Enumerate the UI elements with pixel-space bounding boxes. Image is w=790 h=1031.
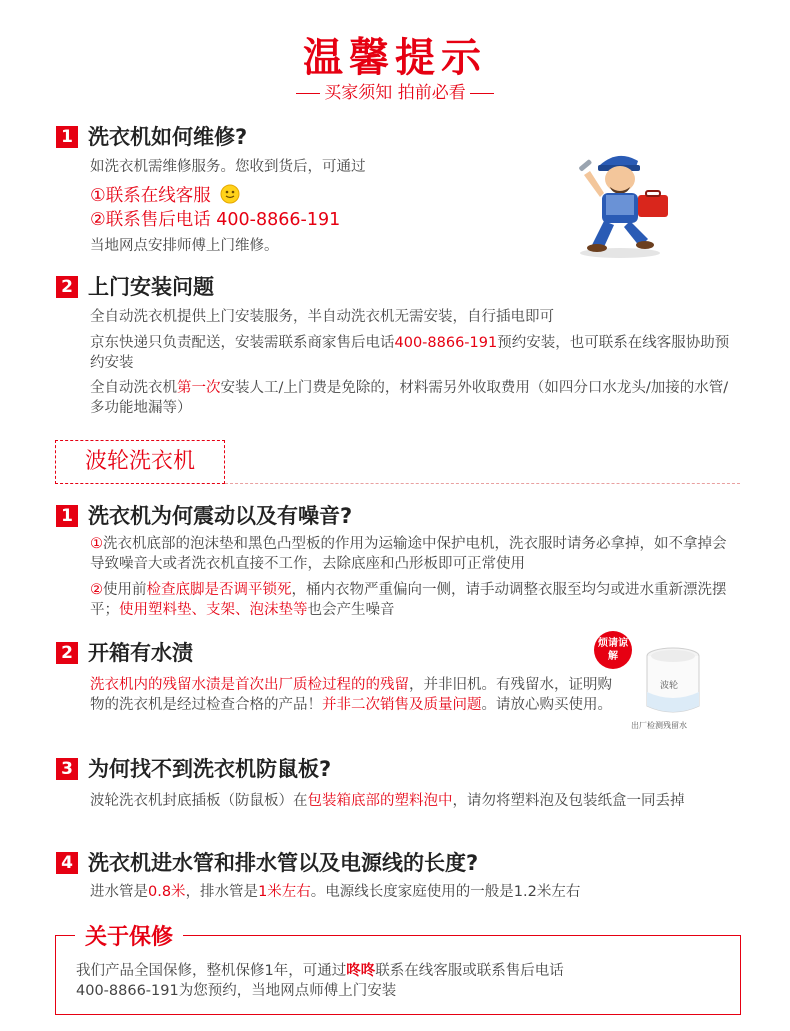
- chat-bubble-icon[interactable]: [219, 183, 241, 205]
- section-number: 1: [56, 126, 78, 148]
- section-title: 洗衣机为何震动以及有噪音?: [88, 504, 353, 528]
- section-number: 2: [56, 276, 78, 298]
- page-subtitle: [0, 78, 790, 103]
- warranty-text-3: 400-8866-191为您预约，当地网点师傅上门安装: [76, 983, 397, 999]
- vibration-highlight-1: 检查底脚是否调平锁死: [146, 582, 292, 598]
- hose-text-2: ，排水管是: [185, 884, 259, 900]
- vibration-text-1: [90, 534, 740, 574]
- service-phone: 400-8866-191: [394, 335, 498, 351]
- rodent-plate-text-2: ，请勿将塑料泡及包装纸盒一同丢掉: [452, 793, 685, 809]
- vibration-text-2c: 也会产生噪音: [307, 602, 395, 618]
- water-stain-highlight-1: 洗衣机内的残留水渍是首次出厂质检过程的的残留: [90, 677, 409, 693]
- divider: [470, 93, 494, 94]
- divider: [296, 93, 320, 94]
- vibration-text-2a: 使用前: [103, 582, 147, 598]
- subtitle-text: 买家须知 拍前必看: [324, 83, 466, 103]
- section-number: 3: [56, 758, 78, 780]
- water-stain-text-2: 。请放心购买使用。: [481, 697, 612, 713]
- warranty-text-2: 联系在线客服或联系售后电话: [375, 963, 564, 979]
- section-title: 为何找不到洗衣机防鼠板?: [88, 757, 332, 781]
- section-title: 洗衣机如何维修?: [88, 125, 248, 149]
- category-label: 波轮洗衣机: [55, 440, 225, 484]
- repair-text-2: 当地网点安排师傅上门维修。: [90, 238, 279, 254]
- drum-label: 波轮: [660, 681, 679, 691]
- item-marker: ②: [90, 582, 103, 598]
- dongdong-link[interactable]: 咚咚: [346, 963, 376, 979]
- warranty-text: [76, 961, 726, 1001]
- install-text-1: 全自动洗衣机提供上门安装服务，半自动洗衣机无需安装，自行插电即可: [90, 309, 554, 325]
- section-number: 1: [56, 505, 78, 527]
- vibration-text-1-body: 洗衣机底部的泡沫垫和黑色凸型板的作用为运输途中保护电机，洗衣服时请务必拿掉，如不拿掉会导致噪音大或者洗衣机直接不工作，去除底座和凸形板即可正常使用: [90, 536, 727, 572]
- hose-length-text: [90, 882, 740, 902]
- inlet-length: 0.8米: [148, 884, 186, 900]
- hose-text-3: 。电源线长度家庭使用的一般是1.2米左右: [310, 884, 581, 900]
- warranty-text-1: 我们产品全国保修，整机保修1年，可通过: [76, 963, 347, 979]
- section-number: 4: [56, 852, 78, 874]
- install-text-3a: 全自动洗衣机: [90, 380, 177, 396]
- vibration-text-2b: ，桶内衣物严重偏向一侧，请手动调整衣服至均匀或进水重新漂洗摆平；: [90, 582, 727, 618]
- water-stain-text: [90, 675, 620, 715]
- install-text-2b: 预约安装，也可联系在线客服协助预约安装: [90, 335, 730, 371]
- install-text-3: [90, 378, 740, 418]
- section-title: 开箱有水渍: [88, 641, 193, 665]
- water-stain-text-1: ，并非旧机。有残留水，证明购物的洗衣机是经过检查合格的产品！: [90, 677, 612, 713]
- page-title: 温馨提示: [303, 35, 487, 81]
- apology-badge: 烦请谅解: [594, 631, 632, 669]
- rodent-plate-highlight: 包装箱底部的塑料泡中: [307, 793, 453, 809]
- divider: [225, 483, 740, 484]
- rodent-plate-text: [90, 791, 740, 811]
- section-title: 洗衣机进水管和排水管以及电源线的长度?: [88, 851, 479, 875]
- vibration-text-2: [90, 580, 740, 620]
- water-stain-highlight-2: 并非二次销售及质量问题: [322, 697, 482, 713]
- section-title: 上门安装问题: [88, 275, 214, 299]
- repair-text: 如洗衣机需维修服务。您收到货后，可通过: [90, 159, 366, 175]
- drum-caption: 出厂检测残留水: [631, 721, 687, 730]
- warranty-title: 关于保修: [75, 920, 183, 951]
- vibration-highlight-2: 使用塑料垫、支架、泡沫垫等: [119, 602, 308, 618]
- service-phone: ②联系售后电话 400-8866-191: [90, 210, 341, 230]
- hose-text-1: 进水管是: [90, 884, 148, 900]
- online-service-link[interactable]: ①联系在线客服: [90, 186, 211, 206]
- install-text-2a: 京东快递只负责配送，安装需联系商家售后电话: [90, 335, 395, 351]
- drain-length: 1米左右: [258, 884, 311, 900]
- rodent-plate-text-1: 波轮洗衣机封底插板（防鼠板）在: [90, 793, 308, 809]
- item-marker: ①: [90, 536, 103, 552]
- install-text-2: [90, 333, 740, 373]
- install-text-3b: 安装人工/上门费是免除的，材料需另外收取费用（如四分口水龙头/加接的水管/多功能地漏等）: [90, 380, 729, 416]
- first-time-highlight: 第一次: [177, 380, 221, 396]
- section-number: 2: [56, 642, 78, 664]
- repairman-illustration: [570, 135, 680, 260]
